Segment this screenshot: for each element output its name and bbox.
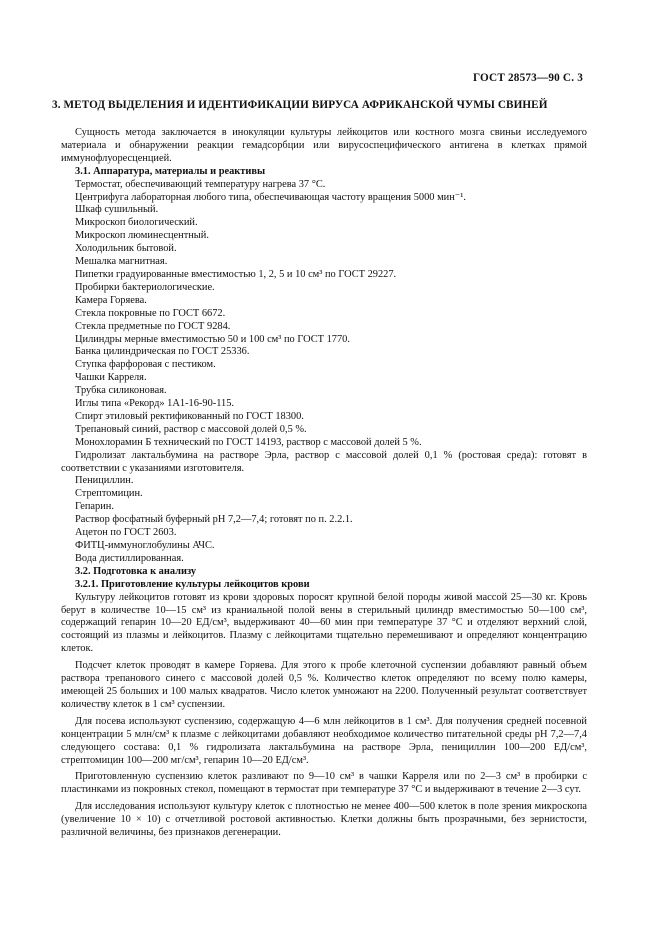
body-paragraph: Для исследования используют культуру клеток с плотностью не менее 400—500 клеток в поле зрения микроскопа (увеличение 10 × 10) с отчетливой ростовой активностью. Клетки должны быть прозрачными, без зернистости, различной величины, без признаков дегенерации. xyxy=(61,801,587,839)
list-item: Чашки Карреля. xyxy=(75,372,147,384)
list-item: Монохлорамин Б технический по ГОСТ 14193, раствор с массовой долей 5 %. xyxy=(75,436,422,448)
list-item: ФИТЦ-иммуноглобулины АЧС. xyxy=(75,540,215,551)
list-item: Ацетон по ГОСТ 2603. xyxy=(75,527,177,539)
list-item: Шкаф сушильный. xyxy=(75,204,159,216)
list-item: Пенициллин. xyxy=(75,475,134,487)
list-item: Гепарин. xyxy=(75,501,114,513)
list-item: Стрептомицин. xyxy=(75,488,143,500)
page-header: ГОСТ 28573—90 С. 3 xyxy=(472,72,583,84)
list-item: Цилиндры мерные вместимостью 50 и 100 см³ по ГОСТ 1770. xyxy=(75,333,350,345)
document-body xyxy=(61,127,587,840)
section-title: 3. МЕТОД ВЫДЕЛЕНИЯ И ИДЕНТИФИКАЦИИ ВИРУСА АФРИКАНСКОЙ ЧУМЫ СВИНЕЙ xyxy=(52,99,548,111)
equipment-list xyxy=(61,179,587,450)
list-item: Спирт этиловый ректификованный по ГОСТ 18300. xyxy=(75,410,304,422)
reagent-list xyxy=(61,475,587,565)
body-paragraph: Приготовленную суспензию клеток разливают по 9—10 см³ в чашки Карреля или по 2—3 см³ в пробирки с пластинками из покровных стекол, помещают в термостат при температуре 37 °С и выдерживают в течение 2—3 сут. xyxy=(61,771,587,796)
list-item: Ступка фарфоровая с пестиком. xyxy=(75,359,216,371)
list-item: Камера Горяева. xyxy=(75,294,147,306)
hydrolyzate-paragraph: Гидролизат лактальбумина на растворе Эрла, раствор с массовой долей 0,1 % (ростовая среда): готовят в соответствии с указаниями изготовителя. xyxy=(61,449,587,474)
body-paragraph: Культуру лейкоцитов готовят из крови здоровых поросят крупной белой породы живой массой 25—30 кг. Кровь берут в количестве 10—15 см³ из краниальной полой вены в стерильный цилиндр вместимостью 50—100 см³, содержащий гепарин 10—20 ЕД/см³, выдерживают 40—60 мин при температуре 37 °С и отделяют верхний слой, состоящий из плазмы и лейкоцитов. Плазму с лейкоцитами тщательно перемешивают и определяют концентрацию клеток. xyxy=(61,591,587,655)
list-item: Мешалка магнитная. xyxy=(75,256,168,268)
list-item: Центрифуга лабораторная любого типа, обеспечивающая частоту вращения 5000 мин⁻¹. xyxy=(75,191,466,203)
list-item: Иглы типа «Рекорд» 1А1-16-90-115. xyxy=(75,398,235,410)
intro-paragraph: Сущность метода заключается в инокуляции культуры лейкоцитов или костного мозга свиньи исследуемого материала и обнаружении реакции гемадсорбции или вирусоспецифического антигена в клетках прямой иммунофлуоресценцией. xyxy=(61,127,587,164)
list-item: Вода дистиллированная. xyxy=(75,552,184,564)
list-item: Стекла покровные по ГОСТ 6672. xyxy=(75,307,226,319)
list-item: Трепановый синий, раствор с массовой долей 0,5 %. xyxy=(75,423,307,435)
list-item: Раствор фосфатный буферный рН 7,2—7,4; готовят по п. 2.2.1. xyxy=(75,514,353,526)
list-item: Термостат, обеспечивающий температуру нагрева 37 °С. xyxy=(75,178,326,190)
body-paragraph: Для посева используют суспензию, содержащую 4—6 млн лейкоцитов в 1 см³. Для получения средней посевной концентрации 5 млн/см³ к плазме с лейкоцитами добавляют необходимое количество питательной среды рН 7,2—7,4 следующего состава: 0,1 % гидролизата лактальбумина на растворе Эрла, пенициллин 100—200 ЕД/см³, стрептомицин 100—200 мг/см³, гепарин 10—20 ЕД/см³. xyxy=(61,715,587,766)
list-item: Стекла предметные по ГОСТ 9284. xyxy=(75,320,231,332)
list-item: Банка цилиндрическая по ГОСТ 25336. xyxy=(75,346,250,358)
subsection-heading-3-2-1: 3.2.1. Приготовление культуры лейкоцитов крови xyxy=(75,578,310,590)
subsection-heading-3-1: 3.1. Аппаратура, материалы и реактивы xyxy=(75,165,266,177)
list-item: Трубка силиконовая. xyxy=(75,385,167,397)
list-item: Пробирки бактериологические. xyxy=(75,281,215,293)
subsection-heading-3-2: 3.2. Подготовка к анализу xyxy=(75,565,197,577)
list-item: Микроскоп биологический. xyxy=(75,217,198,229)
list-item: Пипетки градуированные вместимостью 1, 2, 5 и 10 см³ по ГОСТ 29227. xyxy=(75,268,397,280)
body-paragraph: Подсчет клеток проводят в камере Горяева. Для этого к пробе клеточной суспензии добавляют равный объем раствора трепанового синего с массовой долей 0,5 %. Количество клеток определяют по всему полю камеры, имеющей 25 больших и 100 малых квадратов. Число клеток умножают на 2200. Полученный результат соответствует количеству клеток в 1 см³ суспензии. xyxy=(61,660,587,710)
list-item: Микроскоп люминесцентный. xyxy=(75,230,209,242)
list-item: Холодильник бытовой. xyxy=(75,243,177,255)
